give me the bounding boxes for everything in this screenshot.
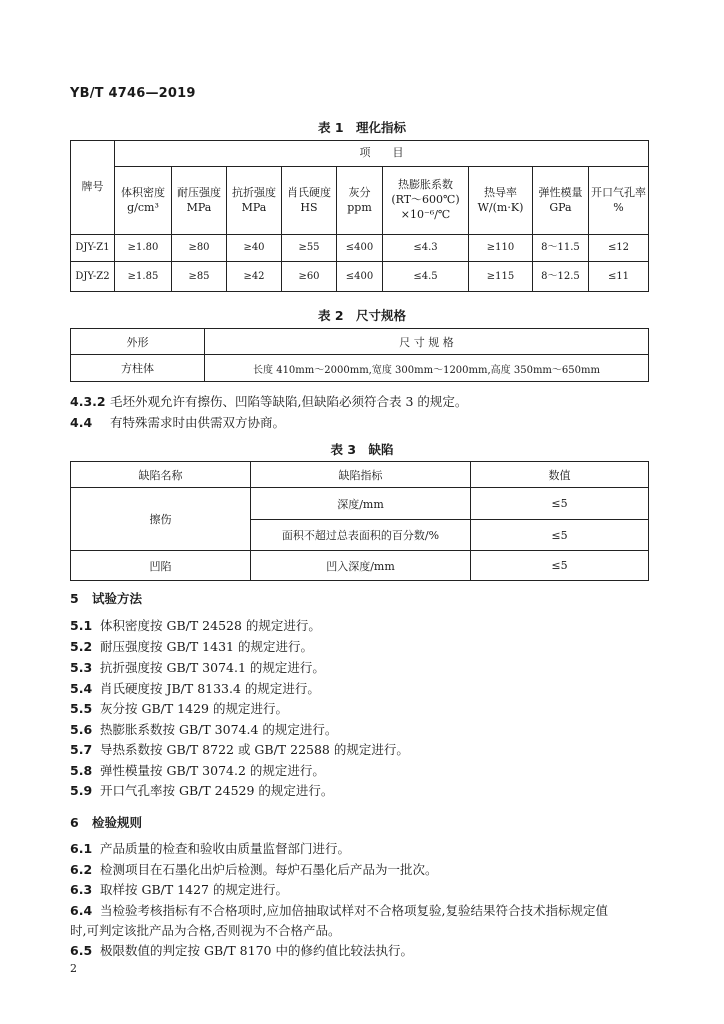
clause-5-4: 5.4 肖氏硬度按 JB/T 8133.4 的规定进行。 [70,681,320,696]
table3-cell: ≤5 [471,488,649,520]
table1-cell: ≤11 [589,262,649,292]
table3-cell: 面积不超过总表面积的百分数/% [251,520,471,551]
table1-cell: ≥55 [282,235,337,262]
table1-cell: ≤4.3 [383,235,469,262]
table2-header: 外形 [71,329,205,355]
clause-6-2: 6.2 检测项目在石墨化出炉后检测。每炉石墨化后产品为一批次。 [70,862,438,877]
table1-cell: ≥1.85 [115,262,172,292]
table1-cell: ≥110 [469,235,533,262]
table1-col-header: 开口气孔率 % [589,167,649,235]
table2-header: 尺 寸 规 格 [205,329,649,355]
table1-col-header: 热膨胀系数 (RT～600℃) ×10⁻⁶/℃ [383,167,469,235]
standard-code: YB/T 4746—2019 [70,86,196,101]
table3-cell: 擦伤 [71,488,251,551]
table2-cell: 长度 410mm～2000mm,宽度 300mm～1200mm,高度 350mm～650mm [205,355,649,382]
clause-6-4-continued: 时,可判定该批产品为合格,否则视为不合格产品。 [70,923,341,938]
table1-col-header: 肖氏硬度 HS [282,167,337,235]
table3-defects [70,461,649,581]
table3-header: 缺陷名称 [71,462,251,488]
clause-6-4: 6.4 当检验考核指标有不合格项时,应加倍抽取试样对不合格项复验,复验结果符合技术指标规定值 [70,903,608,918]
table-row [71,262,649,292]
table1-cell: DJY-Z1 [71,235,115,262]
table3-cell: 深度/mm [251,488,471,520]
clause-6-3: 6.3 取样按 GB/T 1427 的规定进行。 [70,882,288,897]
table1-col-header: 灰分 ppm [337,167,383,235]
table1-cell: DJY-Z2 [71,262,115,292]
clause-5-3: 5.3 抗折强度按 GB/T 3074.1 的规定进行。 [70,660,325,675]
table3-cell: ≤5 [471,520,649,551]
table1-cell: ≥40 [227,235,282,262]
table-row [71,355,649,382]
table1-col-header: 体积密度 g/cm³ [115,167,172,235]
table3-header: 数值 [471,462,649,488]
table3-cell: ≤5 [471,551,649,581]
table-row [71,235,649,262]
table3-cell: 凹入深度/mm [251,551,471,581]
table-row [71,488,649,520]
table1-cell: ≥60 [282,262,337,292]
table-row [71,551,649,581]
table1-physical-chemical [70,140,649,292]
table2-cell: 方柱体 [71,355,205,382]
table1-brand-header: 牌号 [71,141,115,235]
table1-cell: ≥115 [469,262,533,292]
clause-5-9: 5.9 开口气孔率按 GB/T 24529 的规定进行。 [70,783,334,798]
clause-5-8: 5.8 弹性模量按 GB/T 3074.2 的规定进行。 [70,763,325,778]
clause-6-5: 6.5 极限数值的判定按 GB/T 8170 中的修约值比较法执行。 [70,943,413,958]
clause-4-4: 4.4 有特殊需求时由供需双方协商。 [70,415,286,430]
table3-cell: 凹陷 [71,551,251,581]
table1-cell: ≥80 [172,235,227,262]
clause-6-1: 6.1 产品质量的检查和验收由质量监督部门进行。 [70,841,351,856]
page-number: 2 [70,962,77,975]
clause-5-2: 5.2 耐压强度按 GB/T 1431 的规定进行。 [70,639,313,654]
table3-header: 缺陷指标 [251,462,471,488]
table1-cell: ≥1.80 [115,235,172,262]
section-6-heading: 6 检验规则 [70,815,143,830]
table1-col-header: 弹性模量 GPa [533,167,589,235]
table1-cell: ≤4.5 [383,262,469,292]
table1-col-header: 热导率 W/(m·K) [469,167,533,235]
table1-cell: ≥42 [227,262,282,292]
table1-caption: 表 1 理化指标 [317,120,407,135]
section-5-heading: 5 试验方法 [70,591,143,606]
table1-col-header: 耐压强度 MPa [172,167,227,235]
clause-5-6: 5.6 热膨胀系数按 GB/T 3074.4 的规定进行。 [70,722,338,737]
table1-cell: ≤400 [337,262,383,292]
table1-cell: ≤400 [337,235,383,262]
table1-cell: ≤12 [589,235,649,262]
clause-4-3-2: 4.3.2 毛坯外观允许有擦伤、凹陷等缺陷,但缺陷必须符合表 3 的规定。 [70,394,468,409]
table3-caption: 表 3 缺陷 [330,442,394,457]
clause-5-7: 5.7 导热系数按 GB/T 8722 或 GB/T 22588 的规定进行。 [70,742,409,757]
table1-cell: ≥85 [172,262,227,292]
table1-group-header: 项 目 [115,141,649,167]
table1-cell: 8～11.5 [533,235,589,262]
table2-dimensions [70,328,649,382]
clause-5-5: 5.5 灰分按 GB/T 1429 的规定进行。 [70,701,288,716]
table1-col-header: 抗折强度 MPa [227,167,282,235]
clause-5-1: 5.1 体积密度按 GB/T 24528 的规定进行。 [70,618,321,633]
table1-cell: 8～12.5 [533,262,589,292]
table2-caption: 表 2 尺寸规格 [317,308,407,323]
